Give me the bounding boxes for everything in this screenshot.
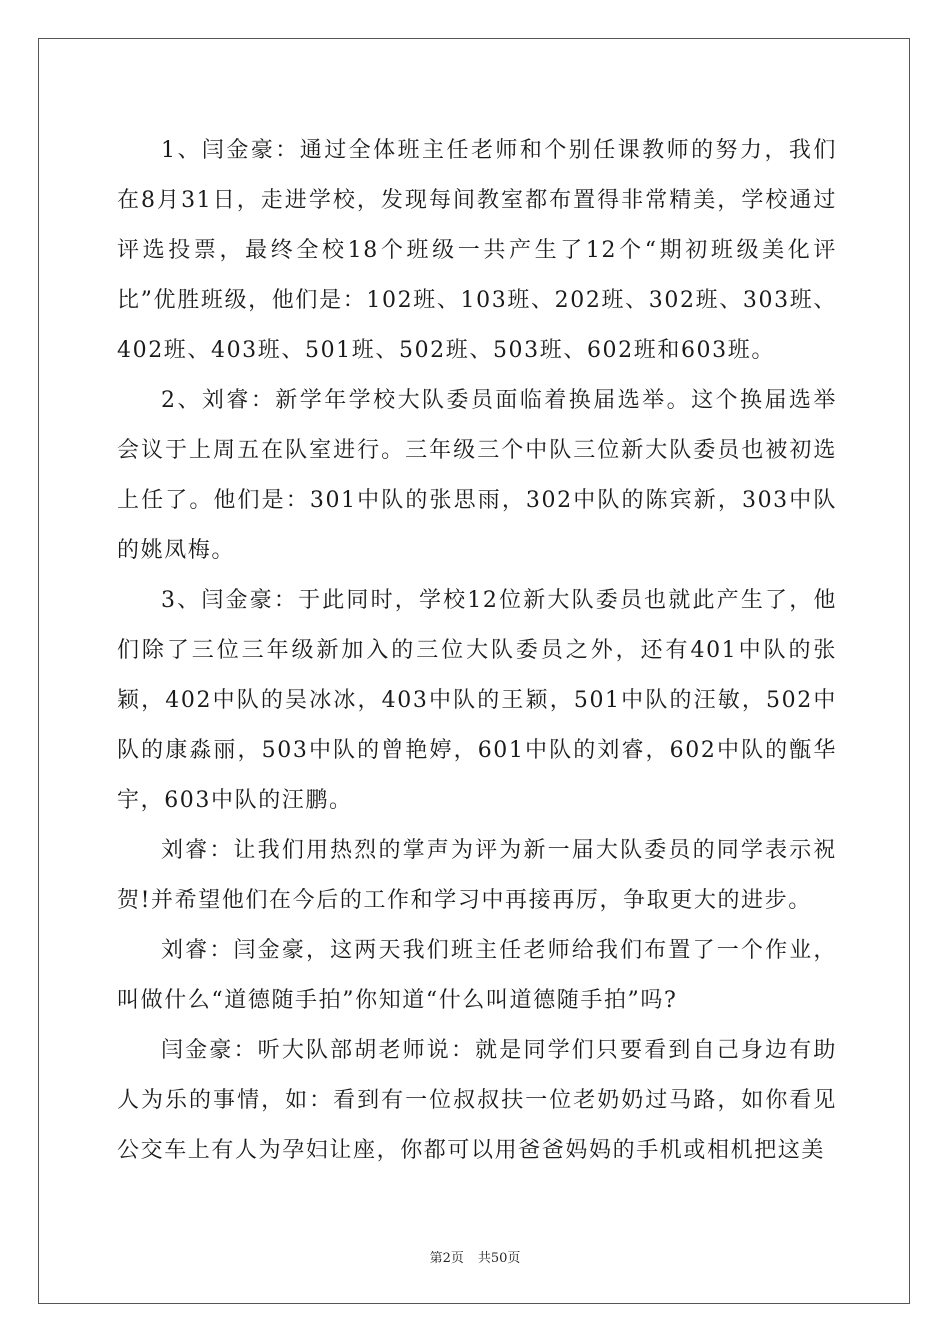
paragraph-3: 3、闫金豪：于此同时，学校12位新大队委员也就此产生了，他们除了三位三年级新加入的三位大队委员之外，还有401中队的张颖，402中队的吴冰冰，403中队的王颖，501中队的汪敏，502中队的康淼丽，503中队的曾艳婷，601中队的刘睿，602中队的甑华宇，603中队的汪鹏。 (117, 588, 837, 813)
paragraph-4: 刘睿：让我们用热烈的掌声为评为新一届大队委员的同学表示祝贺!并希望他们在今后的工作和学习中再接再厉，争取更大的进步。 (117, 838, 837, 913)
page-total: 共50页 (477, 1251, 521, 1266)
paragraph-5: 刘睿：闫金豪，这两天我们班主任老师给我们布置了一个作业，叫做什么“道德随手拍”你知道“什么叫道德随手拍”吗? (117, 938, 837, 1013)
page-number: 第2页 (429, 1251, 464, 1266)
paragraph-6: 闫金豪：听大队部胡老师说：就是同学们只要看到自己身边有助人为乐的事情，如：看到有一位叔叔扶一位老奶奶过马路，如你看见公交车上有人为孕妇让座，你都可以用爸爸妈妈的手机或相机把这美 (117, 1038, 837, 1163)
paragraph-1: 1、闫金豪：通过全体班主任老师和个别任课教师的努力，我们在8月31日，走进学校，发现每间教室都布置得非常精美，学校通过评选投票，最终全校18个班级一共产生了12个“期初班级美化评比”优胜班级，他们是：102班、103班、202班、302班、303班、402班、403班、501班、502班、503班、602班和603班。 (117, 138, 837, 363)
document-body (117, 126, 837, 1176)
paragraph-2: 2、刘睿：新学年学校大队委员面临着换届选举。这个换届选举会议于上周五在队室进行。三年级三个中队三位新大队委员也被初选上任了。他们是：301中队的张思雨，302中队的陈宾新，303中队的姚凤梅。 (117, 388, 837, 563)
page-footer (0, 1247, 950, 1266)
